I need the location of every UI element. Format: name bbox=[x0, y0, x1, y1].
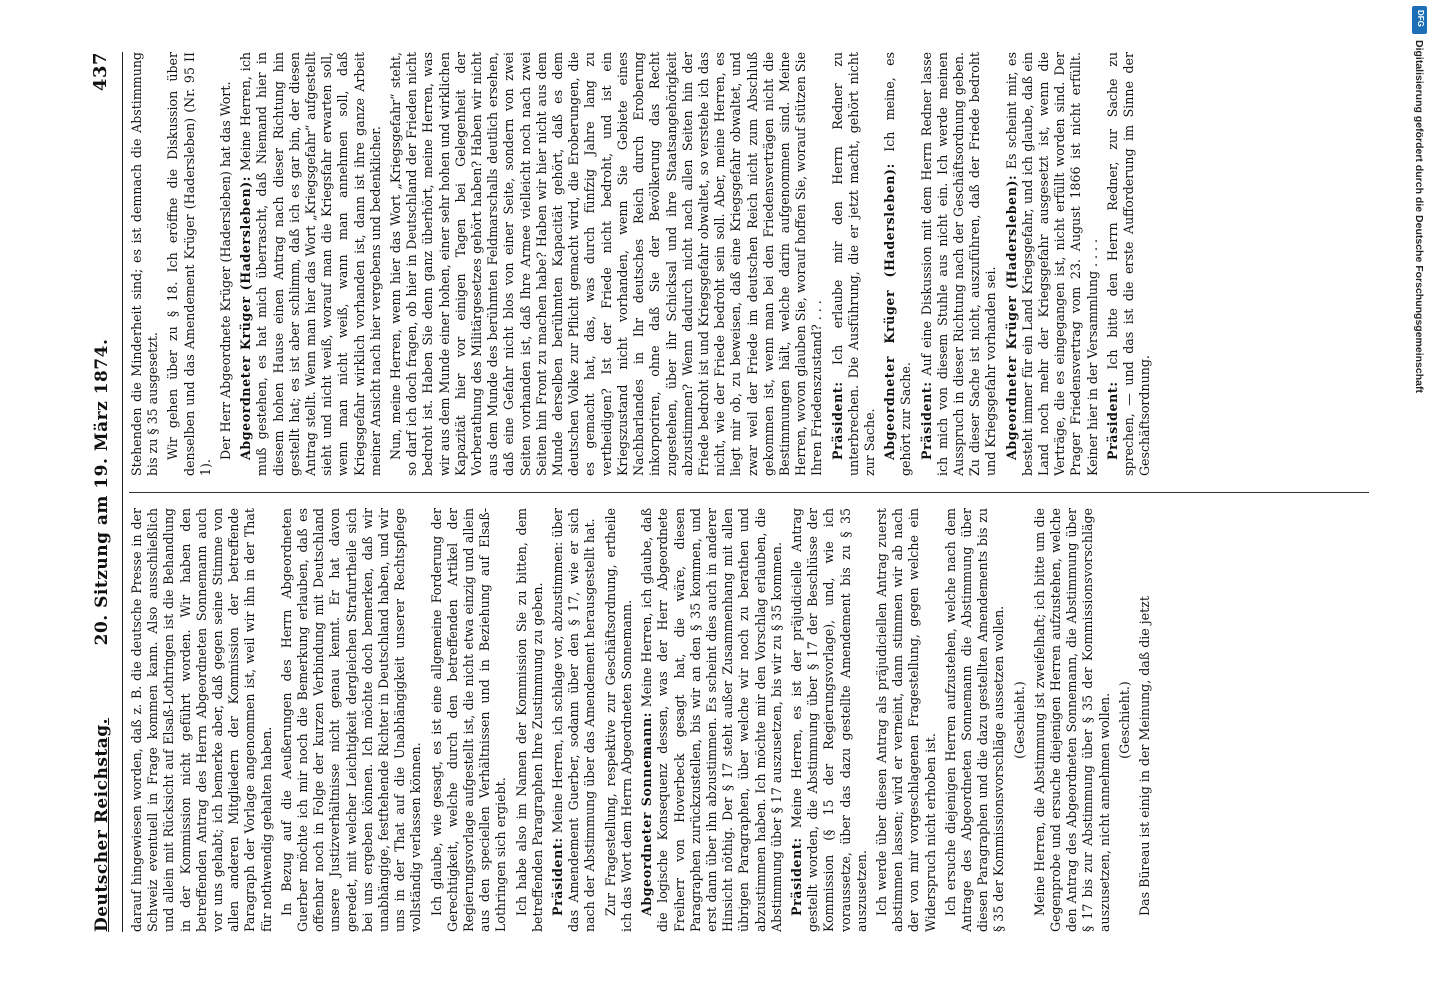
paragraph-text: Ich habe also im Namen der Kommission Sie zu bitten, dem betreffenden Paragraphen Ihre Zustimmung zu geben. bbox=[513, 508, 545, 932]
paragraph-text: Stehenden die Minderheit sind; es ist demnach die Abstimmung bis zu § 35 ausgesetzt. bbox=[129, 52, 161, 476]
header-rule bbox=[122, 52, 123, 932]
paragraph-text: Meine Herren, es ist der präjudicielle Antrag gestellt worden, die Abstimmung über § 17 der Beschlüsse der Kommission (§ 15 der Regierungsvorlage), und, wie ich voraussetze, über das dazu gestellte Amendement bis zu § 35 auszusetzen. bbox=[788, 508, 869, 932]
paragraph-text: Es scheint mir, es besteht immer für ein Land Kriegsgefahr, und ich glaube, daß ein Land noch mehr der Kriegsgefahr ausgesetzt ist, wenn die Verträge, die es eingegangen ist, nicht erfüllt worden sind. Der Prager Friedensvertrag vom 23. August 1866 ist nicht erfüllt. Keiner hier in der Versammlung . . . . bbox=[1003, 52, 1100, 476]
paragraph bbox=[1012, 508, 1028, 932]
speaker-name: Präsident: bbox=[788, 837, 804, 916]
paragraph bbox=[165, 52, 214, 476]
paragraph-text: Ich ersuche diejenigen Herren aufzustehen, welche nach dem Antrage des Abgeordneten Sonnemann die Abstimmung über diesen Paragraphen und die dazu gestellten Amendements bis zu § 35 der Kommissionsvorschläge aussetzen wollen. bbox=[942, 508, 1007, 932]
header-session: 20. Sitzung am 19. März 1874. bbox=[92, 338, 112, 646]
paragraph bbox=[1004, 52, 1101, 476]
paragraph-text: darauf hingewiesen worden, daß z. B. die deutsche Presse in der Schweiz eventuell in Frage kommen kann. Also ausschließlich und allein mit Rücksicht auf Elsaß-Lothringen ist die Behandlung in der Kommission nicht geführt worden. Wir haben den betreffenden Antrag des Herrn Abgeordneten Sonnemann auch vor uns gehabt; ich bemerke aber, daß gegen seine Stimme von allen anderen Mitgliedern der Kommission der betreffende Paragraph der Vorlage angenommen ist, weil wir ihn in der That für nothwendig gehalten haben. bbox=[129, 508, 274, 932]
paragraph bbox=[218, 52, 234, 476]
dfg-logo-text: DFG bbox=[1416, 10, 1425, 27]
paragraph-text: Nun, meine Herren, wenn hier das Wort „Kriegsgefahr“ steht, so darf ich doch fragen, ob hier in Deutschland der Frieden nicht bedroht ist. Haben Sie denn ganz überhört, meine Herren, was wir aus dem Munde einer hohen, einer sehr hohen und wirklichen Kapazität hier vor einigen Tagen bei Gelegenheit der Vorberathung des Militärgesetzes gehört haben? Haben wir nicht aus dem Munde des berühmten Feldmarschalls deutlich ersehen, daß eine Gefahr nicht blos von einer Seite, sondern von zwei Seiten vorhanden ist, daß Ihre Armee vielleicht noch nach zwei Seiten hin Front zu machen habe? Haben wir hier nicht aus dem Munde derselben berühmten Kapacität gehört, daß es dem deutschen Volke zur Pflicht gemacht wird, die Eroberungen, die es gemacht hat, das, was durch fünfzig Jahre lang zu vertheidigen? Ist der Friede nicht bedroht, und ist ein Kriegszustand nicht vorhanden, wenn Sie Gebiete eines Nachbarlandes in Ihr deutsches Reich durch Eroberung inkorporiren, ohne daß Sie der Bevölkerung das Recht zugestehen, über ihr Schicksal und ihre Staatsangehörigkeit abzustimmen? Wenn dadurch nicht nach allen Seiten hin der Friede bedroht ist und Kriegsgefahr obwaltet, so verstehe ich das nicht, wie der Friede bedroht sein soll. Aber, meine Herren, es liegt mir ob, zu beweisen, daß eine Kriegsgefahr obwaltet, und zwar weil der Friede im deutschen Reich nicht zum Abschluß gekommen ist, wenn man bei den Friedensverträgen nicht die Bestimmungen hält, welche darin aufgenommen sind. Meine Herren, wovon glauben Sie, worauf hoffen Sie, worauf stützen Sie Ihren Friedenszustand? . . . bbox=[388, 52, 825, 476]
paragraph-text: Wir gehen über zu § 18. Ich eröffne die Diskussion über denselben und das Amendement Krüger (Hadersleben) (Nr. 95 II 1). bbox=[165, 52, 213, 476]
speaker-name: Abgeordneter Krüger (Hadersleben): bbox=[882, 163, 898, 460]
paragraph-text: (Geschieht.) bbox=[1011, 681, 1027, 759]
paragraph bbox=[1105, 52, 1154, 476]
column-divider bbox=[129, 492, 1369, 493]
paragraph bbox=[830, 52, 879, 476]
paragraph bbox=[514, 508, 546, 932]
paragraph bbox=[1032, 508, 1113, 932]
speaker-name: Präsident: bbox=[550, 837, 566, 916]
dfg-logo bbox=[1412, 6, 1427, 34]
paragraph bbox=[789, 508, 870, 932]
paragraph bbox=[129, 508, 275, 932]
right-column bbox=[129, 52, 1369, 476]
paragraph bbox=[874, 508, 939, 932]
left-column bbox=[129, 508, 1369, 932]
paragraph-text: Meine Herren, ich schlage vor, abzustimmen: über das Amendement Guerber, sodann über den § 17, wie er sich nach der Abstimmung über das Amendement herausgestellt hat. bbox=[550, 508, 598, 932]
text-columns bbox=[129, 52, 1369, 932]
paragraph bbox=[943, 508, 1008, 932]
paragraph-text: (Geschieht.) bbox=[1116, 681, 1132, 759]
paragraph bbox=[919, 52, 1000, 476]
paragraph bbox=[1137, 508, 1153, 932]
paragraph bbox=[1117, 508, 1133, 932]
paragraph bbox=[388, 52, 825, 476]
speaker-name: Präsident: bbox=[1104, 381, 1120, 460]
paragraph bbox=[238, 52, 384, 476]
paragraph-text: Zur Fragestellung, respektive zur Geschäftsordnung, ertheile ich das Wort dem Herrn Abgeordneten Sonnemann. bbox=[602, 508, 634, 932]
paragraph-text: Meine Herren, die Abstimmung ist zweifelhaft; ich bitte um die Gegenprobe und ersuche diejenigen Herren aufzustehen, welche den Antrag des Abgeordneten Sonnemann, die Abstimmung über § 17 bis zur Abstimmung über § 35 der Kommissionsvorschläge auszusetzen, nicht annehmen wollen. bbox=[1031, 508, 1112, 932]
paragraph bbox=[129, 52, 161, 476]
page-number: 437 bbox=[90, 52, 111, 92]
speaker-name: Präsident: bbox=[829, 381, 845, 460]
paragraph-text: In Bezug auf die Aeußerungen des Herrn Abgeordneten Guerber möchte ich mir noch die Bemerkung erlauben, daß es offenbar noch in Folge der kurzen Verbindung mit Deutschland unsere Justizverhältnisse nicht genau kennt. Er hat davon geredet, mit welcher Leichtigkeit dergleichen Strafurtheile sich bei uns ergeben können. Ich möchte doch bemerken, daß wir unabhängige, festftehende Richter in Deutschland haben, und wir uns in der That auf die Unabhängigkeit unserer Rechtspflege vollständig verlassen können. bbox=[278, 508, 424, 932]
speaker-name: Präsident: bbox=[918, 381, 934, 460]
paragraph bbox=[429, 508, 510, 932]
speaker-name: Abgeordneter Krüger (Hadersleben): bbox=[238, 175, 254, 460]
speaker-name: Abgeordneter Sonnemann: bbox=[639, 711, 655, 916]
page-content bbox=[86, 52, 1386, 932]
paragraph-text: Ich bitte den Herrn Redner, zur Sache zu sprechen, — und das ist die erste Aufforderung im Sinne der Geschäftsordnung. bbox=[1104, 52, 1153, 476]
paragraph-text: Ich werde über diesen Antrag als präjudiciellen Antrag zuerst abstimmen lassen; wird er verneint, dann stimmen wir ab nach der von mir vorgeschlagenen Fragestellung, gegen welche ein Widerspruch nicht erhoben ist. bbox=[873, 508, 938, 932]
digitization-credit bbox=[1411, 40, 1427, 990]
paragraph-text: Ich meine, es gehört zur Sache. bbox=[882, 52, 914, 476]
paragraph-text: Auf eine Diskussion mit dem Herrn Redner lasse ich mich von diesem Stuhle aus nicht ein. Ich werde meinen Ausspruch in dieser Richtung nach der Geschäftsordnung geben. Zu dieser Sache ist nicht, auszuführen, daß der Friede bedroht und Kriegsgefahr vorhanden sei. bbox=[918, 52, 999, 476]
header-title: Deutscher Reichstag. bbox=[92, 717, 112, 932]
paragraph-text: Ich glaube, wie gesagt, es ist eine allgemeine Forderung der Gerechtigkeit, welche durch den betreffenden Artikel der Regierungsvorlage aufgestellt ist, die nicht etwa einzig und allein aus den speciellen Verhältnissen und in Beziehung auf Elsaß-Lothringen sich ergiebt. bbox=[428, 508, 509, 932]
paragraph bbox=[550, 508, 599, 932]
paragraph-text: Ich erlaube mir den Herrn Redner zu unterbrechen. Die Ausführung, die er jetzt macht, gehört nicht zur Sache. bbox=[829, 52, 877, 476]
paragraph-text: Meine Herren, ich muß gestehen, es hat mich überrascht, daß Niemand hier in diesem hohen Hause einen Antrag nach dieser Richtung hin gestellt hat; es ist aber schlimm, daß ich es gar bin, der diesen Antrag stellt. Wenn man hier das Wort „Kriegsgefahr“ aufgestellt sieht und nicht weiß, worauf man die Kriegsfahr erwarten soll, wenn man nicht weiß, wann man annehmen soll, daß Kriegsgefahr wirklich vorhanden ist, dann ist ihre ganze Arbeit meiner Ansicht nach hier vergebens und bedenklicher. bbox=[238, 52, 383, 476]
paragraph-text: Der Herr Abgeordnete Krüger (Hadersleben) hat das Wort. bbox=[218, 81, 234, 460]
paragraph-text: Meine Herren, ich glaube, daß die logische Konsequenz dessen, was der Herr Abgeordnete Freiherr von Hoverbeck gesagt hat, die wäre, diesen Paragraphen zurückzustellen, bis wir an den § 35 kommen, und erst dann über ihn abzustimmen. Es scheint dies auch in anderer Hinsicht nöthig. Der § 17 steht außer Zusammenhang mit allen übrigen Paragraphen, über welche wir noch zu berathen und abzustimmen haben. Ich möchte mir den Vorschlag erlauben, die Abstimmung über § 17 auszusetzen, bis wir zu § 35 kommen. bbox=[639, 508, 784, 932]
paragraph-text: Das Büreau ist einig in der Meinung, daß die jetzt bbox=[1136, 596, 1152, 916]
paragraph bbox=[279, 508, 425, 932]
running-head bbox=[86, 52, 120, 932]
paragraph bbox=[603, 508, 635, 932]
paragraph bbox=[639, 508, 785, 932]
digitization-credit-text: Digitalisierung gefördert durch die Deutsche Forschungsgemeinschaft bbox=[1413, 40, 1425, 393]
speaker-name: Abgeordneter Krüger (Hadersleben): bbox=[1003, 174, 1019, 460]
paragraph bbox=[882, 52, 914, 476]
